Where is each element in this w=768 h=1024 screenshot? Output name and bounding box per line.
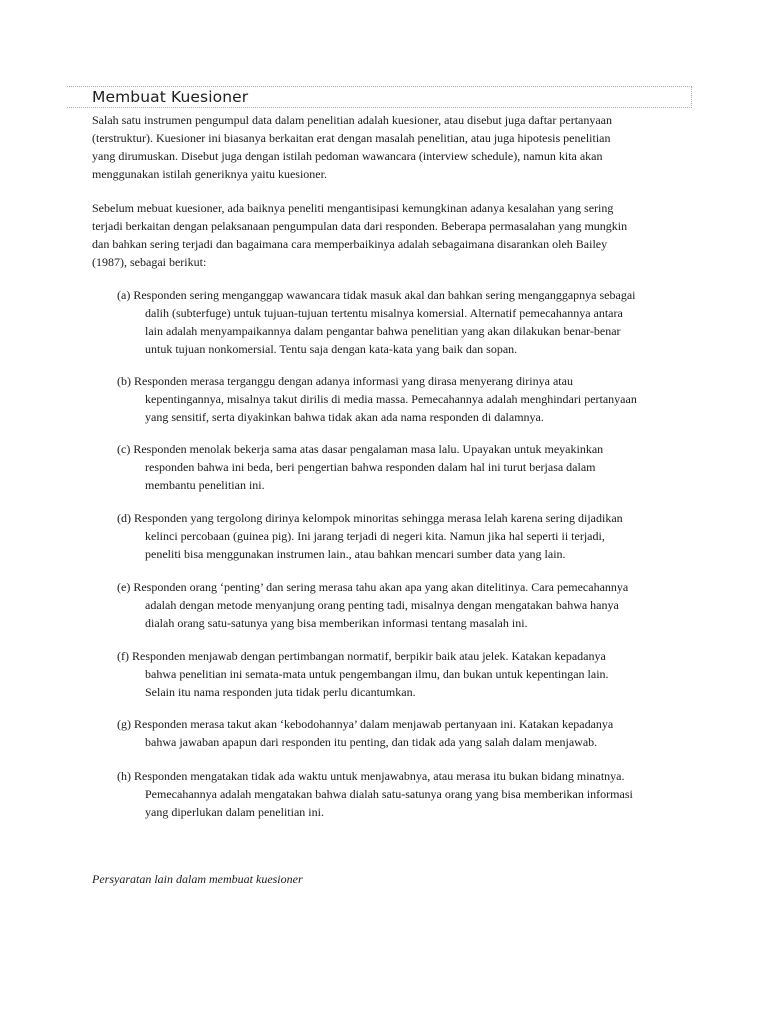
text-line: lain adalah menyampaikannya dalam pengantar bahwa penelitian yang akan dilakukan benar-benar <box>145 324 621 338</box>
text-line: peneliti bisa menggunakan instrumen lain., atau bahkan mencari sumber data yang lain. <box>145 547 566 561</box>
list-item-d <box>117 509 692 563</box>
text-line: adalah dengan metode menyanjung orang penting tadi, misalnya dengan mengatakan bahwa hanya <box>145 598 619 612</box>
text-line: menggunakan istilah generiknya yaitu kuesioner. <box>92 167 327 181</box>
list-item-a <box>117 286 692 358</box>
text-line: (d) Responden yang tergolong dirinya kelompok minoritas sehingga merasa lelah karena sering dijadikan <box>117 511 623 525</box>
section-subheading: Persyaratan lain dalam membuat kuesioner <box>92 872 303 886</box>
text-line: yang sensitif, serta diyakinkan bahwa tidak akan ada nama responden di dalamnya. <box>145 410 544 424</box>
text-line: (b) Responden merasa terganggu dengan adanya informasi yang dirasa menyerang dirinya atau <box>117 374 573 388</box>
page-title: Membuat Kuesioner <box>92 88 249 106</box>
list-item-f <box>117 647 692 701</box>
text-line: yang diperlukan dalam penelitian ini. <box>145 805 324 819</box>
list-item-b <box>117 372 692 426</box>
text-line: (f) Responden menjawab dengan pertimbangan normatif, berpikir baik atau jelek. Katakan kepadanya <box>117 649 606 663</box>
intro-paragraph <box>92 111 692 183</box>
text-line: membantu penelitian ini. <box>145 478 265 492</box>
text-line: (e) Responden orang ‘penting’ dan sering merasa tahu akan apa yang akan ditelitinya. Cara pemecahannya <box>117 580 629 594</box>
list-item-g <box>117 715 692 751</box>
text-line: Pemecahannya adalah mengatakan bahwa dialah satu-satunya orang yang bisa memberikan informasi <box>145 787 633 801</box>
list-item-e <box>117 578 692 632</box>
list-item-c <box>117 440 692 494</box>
text-line: bahwa penelitian ini semata-mata untuk pengembangan ilmu, dan bukan untuk kepentingan lain. <box>145 667 609 681</box>
text-line: Selain itu nama responden juta tidak perlu dicantumkan. <box>145 685 416 699</box>
text-line: terjadi berkaitan dengan pelaksanaan pengumpulan data dari responden. Beberapa permasalahan yang mungkin <box>92 219 628 233</box>
text-line: yang dirumuskan. Disebut juga dengan istilah pedoman wawancara (interview schedule), namun kita akan <box>92 149 603 163</box>
text-line: (1987), sebagai berikut: <box>92 255 207 269</box>
text-line: (terstruktur). Kuesioner ini biasanya berkaitan erat dengan masalah penelitian, atau juga hipotesis penelitian <box>92 131 611 145</box>
text-line: dan bahkan sering terjadi dan bagaimana cara memperbaikinya adalah sebagaimana disarankan oleh Bailey <box>92 237 608 251</box>
text-line: (c) Responden menolak bekerja sama atas dasar pengalaman masa lalu. Upayakan untuk meyakinkan <box>117 442 604 456</box>
text-line: Salah satu instrumen pengumpul data dalam penelitian adalah kuesioner, atau disebut juga daftar pertanyaan <box>92 113 613 127</box>
text-line: bahwa jawaban apapun dari responden itu penting, dan tidak ada yang salah dalam menjawab. <box>145 735 598 749</box>
text-line: untuk tujuan nonkomersial. Tentu saja dengan kata-kata yang baik dan sopan. <box>145 342 518 356</box>
text-line: Sebelum mebuat kuesioner, ada baiknya peneliti mengantisipasi kemungkinan adanya kesalahan yang sering <box>92 201 614 215</box>
text-line: responden bahwa ini beda, beri pengertian bahwa responden dalam hal ini turut berjasa dalam <box>145 460 596 474</box>
list-item-h <box>117 767 692 821</box>
second-paragraph <box>92 199 692 271</box>
text-line: (h) Responden mengatakan tidak ada waktu untuk menjawabnya, atau merasa itu bukan bidang minatnya. <box>117 769 625 783</box>
text-line: (a) Responden sering menganggap wawancara tidak masuk akal dan bahkan sering menganggapnya sebagai <box>117 288 636 302</box>
text-line: (g) Responden merasa takut akan ‘kebodohannya’ dalam menjawab pertanyaan ini. Katakan kepadanya <box>117 717 614 731</box>
text-line: kelinci percobaan (guinea pig). Ini jarang terjadi di negeri kita. Namun jika hal seperti ii terjadi, <box>145 529 605 543</box>
text-line: kepentingannya, misalnya takut dirilis di media massa. Pemecahannya adalah menghindari pertanyaan <box>145 392 637 406</box>
text-line: dialah orang satu-satunya yang bisa memberikan informasi tentang masalah ini. <box>145 616 528 630</box>
text-line: dalih (subterfuge) untuk tujuan-tujuan tertentu misalnya komersial. Alternatif pemecahannya antara <box>145 306 623 320</box>
